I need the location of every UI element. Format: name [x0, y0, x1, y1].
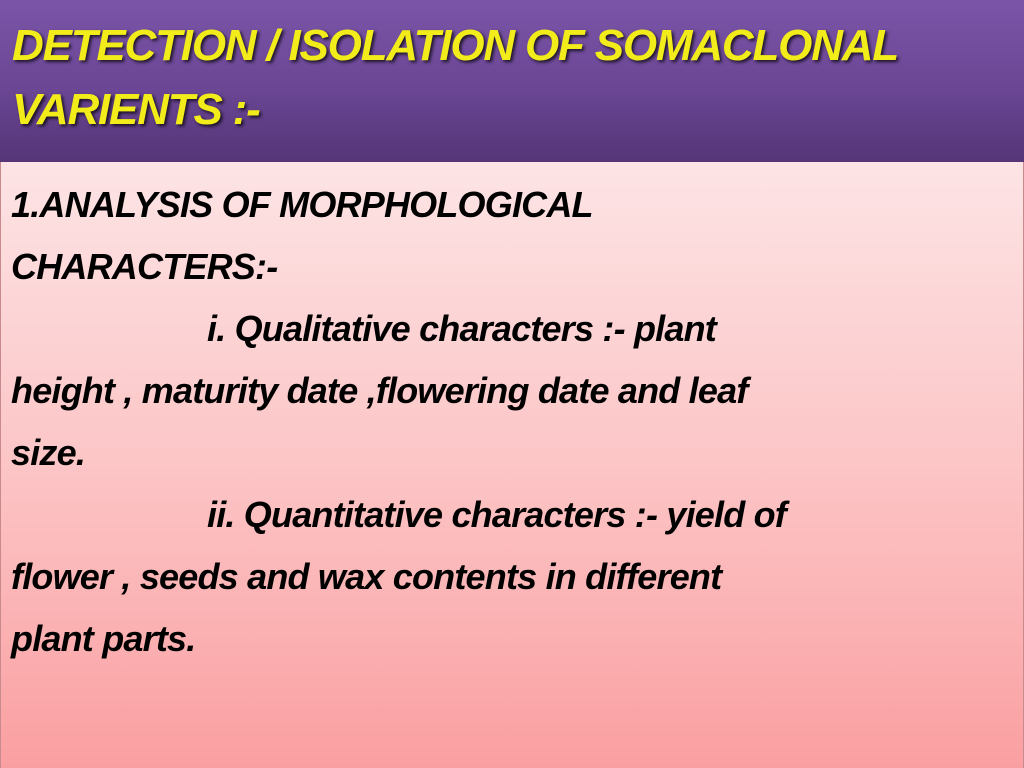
slide-body	[0, 162, 1024, 768]
qualitative-item-text: i. Qualitative characters :- plant	[207, 308, 716, 349]
title-bar	[0, 0, 1024, 162]
qualitative-item-line-2: height , maturity date ,flowering date and leaf	[11, 370, 748, 411]
section-heading-line-1: 1.ANALYSIS OF MORPHOLOGICAL	[11, 184, 593, 225]
slide-title	[12, 14, 1012, 142]
section-heading-line-2: CHARACTERS:-	[11, 246, 278, 287]
qualitative-item-line-1	[11, 298, 1013, 360]
slide-title-line-1: DETECTION / ISOLATION OF SOMACLONAL	[12, 21, 899, 70]
quantitative-item-text: ii. Quantitative characters :- yield of	[207, 494, 786, 535]
quantitative-item-line-1	[11, 484, 1013, 546]
quantitative-item-line-2: flower , seeds and wax contents in different	[11, 556, 722, 597]
qualitative-item-line-3: size.	[11, 432, 86, 473]
quantitative-item-line-3: plant parts.	[11, 618, 196, 659]
slide-title-line-2: VARIENTS :-	[12, 85, 260, 134]
